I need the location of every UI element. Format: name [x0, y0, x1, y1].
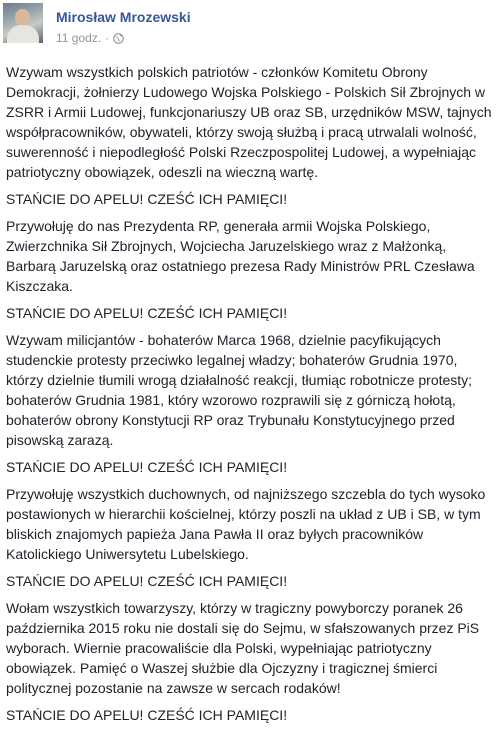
author-avatar[interactable]	[3, 3, 43, 43]
meta-separator: ·	[105, 31, 110, 45]
avatar-head	[15, 9, 30, 26]
post-paragraph: STAŃCIE DO APELU! CZEŚĆ ICH PAMIĘCI!	[6, 305, 288, 321]
post-body	[6, 62, 498, 732]
avatar-body	[7, 25, 39, 43]
post-paragraph: STAŃCIE DO APELU! CZEŚĆ ICH PAMIĘCI!	[6, 191, 288, 207]
author-name-link[interactable]: Mirosław Mrozewski	[56, 9, 191, 25]
post-paragraph: STAŃCIE DO APELU! CZEŚĆ ICH PAMIĘCI!	[6, 459, 288, 475]
post-paragraph: Wołam wszystkich towarzyszy, którzy w tragiczny powyborczy poranek 26 października 2015 roku nie dostali się do Sejmu, w sfałszowanych przez PiS wyborach. Wiernie pracowaliście dla Polski, wypełniając patriotyczny obowiązek. Pamięć o Waszej służbie dla Ojczyzny i tragicznej śmierci politycznej pozostanie na zawsze w sercach rodaków!	[6, 600, 480, 696]
post-paragraph: STAŃCIE DO APELU! CZEŚĆ ICH PAMIĘCI!	[6, 707, 288, 723]
post-meta	[56, 31, 124, 45]
post-paragraph: Przywołuję wszystkich duchownych, od najniższego szczebla do tych wysoko postawionych w hierarchii kościelnej, którzy poszli na układ z UB i SB, w tym bliskich znajomych papieża Jana Pawła II oraz byłych pracowników Katolickiego Uniwersytetu Lubelskiego.	[6, 486, 486, 562]
post-paragraph: Przywołuję do nas Prezydenta RP, generała armii Wojska Polskiego, Zwierzchnika Sił Zbrojnych, Wojciecha Jaruzelskiego wraz z Małżonką, Barbarą Jaruzelską oraz ostatniego prezesa Rady Ministrów PRL Czesława Kiszczaka.	[6, 218, 475, 294]
post-paragraph: Wzywam milicjantów - bohaterów Marca 1968, dzielnie pacyfikujących studenckie protesty przeciwko legalnej władzy; bohaterów Grudnia 1970, którzy dzielnie tłumili wrogą działalność reakcji, tłumiąc robotnicze protesty; bohaterów Grudnia 1981, który wzorowo rozprawili się z górniczą hołotą, bohaterów obrony Konstytucji RP oraz Trybunału Konstytucyjnego przed pisowską zarazą.	[6, 332, 473, 448]
post-header	[0, 0, 503, 48]
post-timestamp[interactable]: 11 godz.	[56, 31, 102, 45]
post-paragraph: Wzywam wszystkich polskich patriotów - członków Komitetu Obrony Demokracji, żołnierzy Ludowego Wojska Polskiego - Polskich Sił Zbrojnych w ZSRR i Armii Ludowej, funkcjonariuszy UB oraz SB, urzędników MSW, tajnych współpracowników, obywateli, którzy swoją służbą i pracą utrwalali wolność, suwerenność i niepodległość Polski Rzeczpospolitej Ludowej, a wypełniając patriotyczny obowiązek, odeszli na wieczną wartę.	[6, 64, 492, 180]
post-paragraph: STAŃCIE DO APELU! CZEŚĆ ICH PAMIĘCI!	[6, 573, 288, 589]
globe-icon[interactable]	[113, 33, 124, 44]
